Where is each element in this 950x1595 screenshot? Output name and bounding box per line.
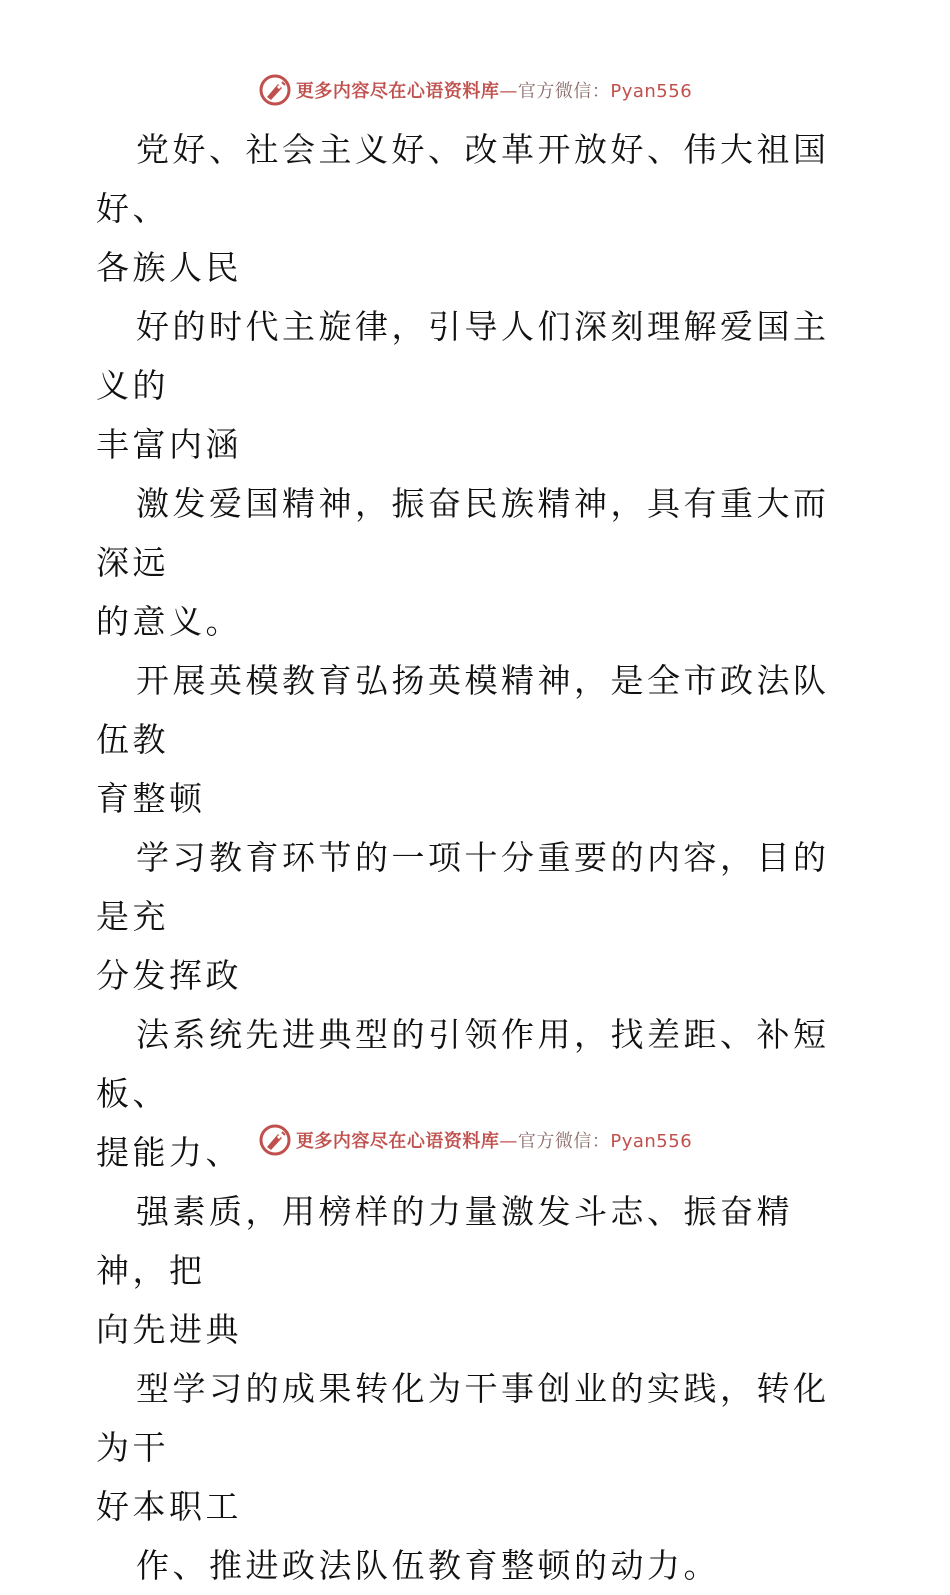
- paragraph-first-line: 开展英模教育弘扬英模精神，是全市政法队伍教: [96, 661, 830, 759]
- paragraph: [96, 828, 856, 1005]
- paragraph-first-line: 学习教育环节的一项十分重要的内容，目的是充: [96, 838, 830, 936]
- paragraph: [96, 1359, 856, 1536]
- paragraph: [96, 120, 856, 297]
- paragraph: [96, 1536, 856, 1595]
- paragraph-first-line: 好的时代主旋律，引导人们深刻理解爱国主义的: [96, 307, 830, 405]
- paragraph-first-line: 强素质，用榜样的力量激发斗志、振奋精神，把: [96, 1192, 793, 1290]
- document-body: [96, 120, 856, 1595]
- paragraph: [96, 474, 856, 651]
- paragraph-first-line: 作、推进政法队伍教育整顿的动力。: [136, 1546, 720, 1585]
- banner-id-text: Pyan556: [610, 1131, 693, 1152]
- banner-dash: —: [499, 1131, 518, 1152]
- paragraph-continuation: 育整顿: [96, 779, 206, 818]
- paragraph-continuation: 好本职工: [96, 1487, 242, 1526]
- paragraph-continuation: 各族人民: [96, 248, 242, 287]
- paragraph-continuation: 向先进典: [96, 1310, 242, 1349]
- paragraph-first-line: 党好、社会主义好、改革开放好、伟大祖国好、: [96, 130, 830, 228]
- paragraph: [96, 297, 856, 474]
- header-banner: [0, 70, 950, 110]
- banner-sub-text: 官方微信：: [517, 81, 611, 102]
- paragraph-first-line: 法系统先进典型的引领作用，找差距、补短板、: [96, 1015, 830, 1113]
- banner-main-text: 更多内容尽在心语资料库: [295, 81, 500, 102]
- pen-nib-logo-icon: [258, 1123, 292, 1157]
- banner-sub-text: 官方微信：: [517, 1131, 611, 1152]
- paragraph: [96, 1182, 856, 1359]
- banner-id-text: Pyan556: [610, 81, 693, 102]
- paragraph-continuation: 的意义。: [96, 602, 242, 641]
- paragraph-first-line: 型学习的成果转化为干事创业的实践，转化为干: [96, 1369, 830, 1467]
- paragraph-continuation: 分发挥政: [96, 956, 242, 995]
- paragraph-first-line: 激发爱国精神，振奋民族精神，具有重大而深远: [96, 484, 830, 582]
- footer-banner: [0, 1120, 950, 1160]
- paragraph: [96, 651, 856, 828]
- pen-nib-logo-icon: [258, 73, 292, 107]
- paragraph-continuation: 丰富内涵: [96, 425, 242, 464]
- banner-main-text: 更多内容尽在心语资料库: [295, 1131, 500, 1152]
- paragraph-continuation: 提能力、: [96, 1133, 242, 1172]
- banner-dash: —: [499, 81, 518, 102]
